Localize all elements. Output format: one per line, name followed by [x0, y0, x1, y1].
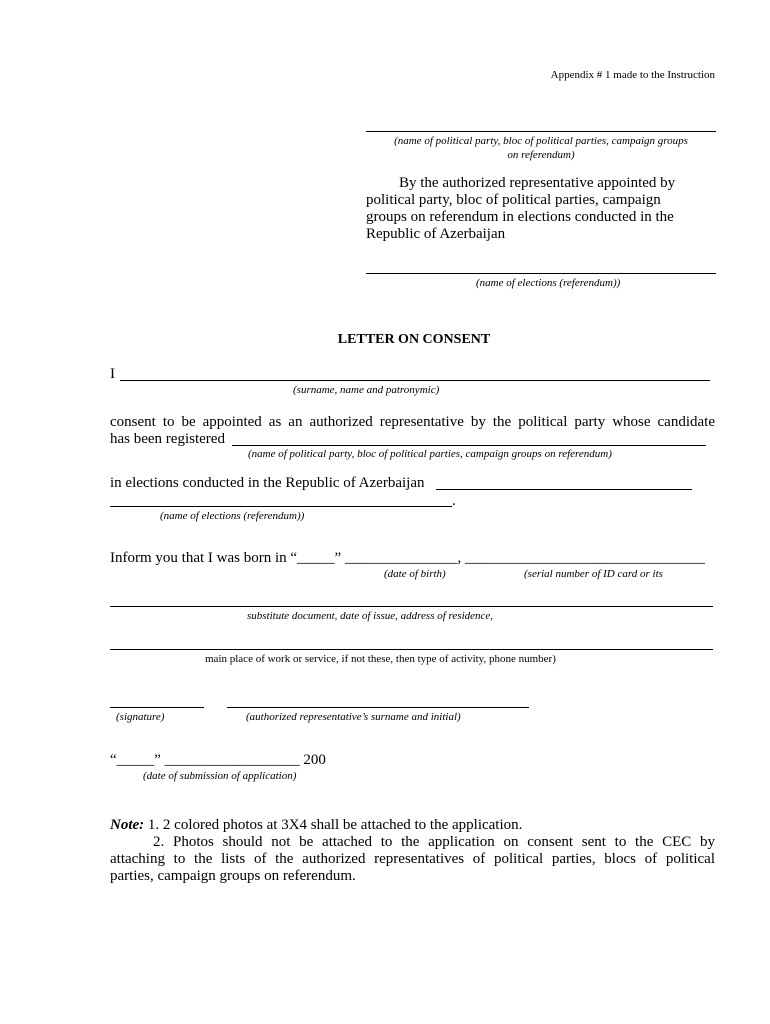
signature-line	[110, 707, 204, 708]
elections-text: in elections conducted in the Republic of Azerbaijan	[110, 475, 425, 491]
substitute-doc-line	[110, 606, 713, 607]
signature-caption: (signature)	[116, 711, 165, 723]
born-text: Inform you that I was born in “_____” _______________, ________________________________	[110, 550, 705, 566]
party-name-line	[366, 131, 716, 132]
full-name-line	[120, 380, 710, 381]
submission-date-caption: (date of submission of application)	[143, 770, 297, 782]
elections-name-line	[366, 273, 716, 274]
work-line	[110, 649, 713, 650]
substitute-doc-caption: substitute document, date of issue, address of residence,	[247, 610, 494, 622]
consent-line-1: consent to be appointed as an authorized representative by the political party whose candidate	[110, 414, 715, 430]
id-caption: (serial number of ID card or its	[524, 568, 663, 580]
appendix-reference: Appendix # 1 made to the Instruction	[550, 69, 715, 81]
note-item-2-line-3: parties, campaign groups on referendum.	[110, 868, 356, 884]
addressee-line-1: By the authorized representative appointed by	[399, 175, 676, 191]
elections-caption: (name of elections (referendum))	[160, 510, 305, 522]
elections-line-a	[436, 489, 692, 490]
letter-title: LETTER ON CONSENT	[337, 332, 491, 347]
party-name-caption-2: on referendum)	[507, 149, 575, 161]
work-caption: main place of work or service, if not these, then type of activity, phone number)	[205, 653, 556, 665]
rep-name-caption: (authorized representative’s surname and initial)	[246, 711, 461, 723]
elections-name-caption: (name of elections (referendum))	[476, 277, 621, 289]
consent-line-2: has been registered	[110, 431, 225, 447]
party-name-caption-1: (name of political party, bloc of political parties, campaign groups	[394, 135, 688, 147]
addressee-line-2: political party, bloc of political parties, campaign	[366, 192, 661, 208]
i-label: I	[110, 366, 115, 382]
addressee-line-4: Republic of Azerbaijan	[366, 226, 506, 242]
registered-party-line	[232, 445, 706, 446]
addressee-line-3: groups on referendum in elections conducted in the	[366, 209, 674, 225]
full-name-caption: (surname, name and patronymic)	[293, 384, 440, 396]
submission-date: “_____” __________________ 200	[110, 752, 326, 768]
elections-period: .	[452, 493, 456, 509]
note-item-2-line-1: 2. Photos should not be attached to the application on consent sent to the CEC by	[153, 834, 715, 850]
dob-caption: (date of birth)	[384, 568, 446, 580]
note-item-1: 1. 2 colored photos at 3X4 shall be attached to the application.	[147, 817, 523, 833]
note-label: Note:	[110, 817, 145, 833]
registered-party-caption: (name of political party, bloc of political parties, campaign groups on referendum)	[248, 448, 612, 460]
rep-name-line	[227, 707, 529, 708]
elections-line-b	[110, 506, 452, 507]
note-item-2-line-2: attaching to the lists of the authorized representatives of political parties, blocs of political	[110, 851, 715, 867]
